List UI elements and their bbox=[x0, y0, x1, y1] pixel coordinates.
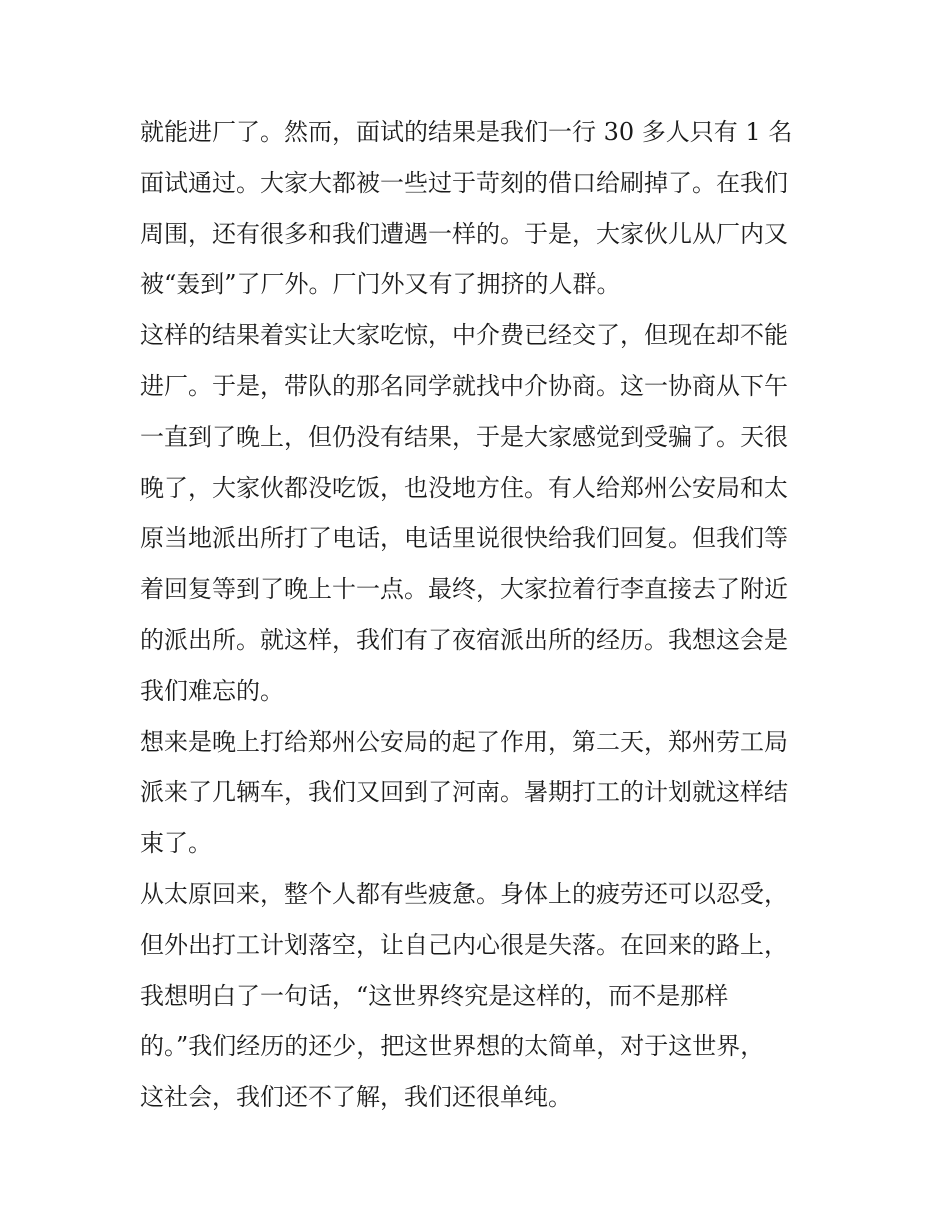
text-line: 束了。 bbox=[140, 829, 212, 858]
text-line: 被“轰到”了厂外。厂门外又有了拥挤的人群。 bbox=[140, 270, 621, 299]
body-text bbox=[140, 107, 820, 1123]
text-line: 的派出所。就这样，我们有了夜宿派出所的经历。我想这会是 bbox=[140, 625, 788, 654]
text-line: 着回复等到了晚上十一点。最终，大家拉着行李直接去了附近 bbox=[140, 575, 788, 604]
text-line: 就能进厂了。然而，面试的结果是我们一行 30 多人只有 1 名 bbox=[140, 118, 793, 146]
text-line: 我们难忘的。 bbox=[140, 676, 284, 705]
text-line: 从太原回来，整个人都有些疲惫。身体上的疲劳还可以忍受， bbox=[140, 879, 788, 908]
text-line: 这社会，我们还不了解，我们还很单纯。 bbox=[140, 1083, 572, 1112]
text-line: 周围，还有很多和我们遭遇一样的。于是，大家伙儿从厂内又 bbox=[140, 219, 788, 248]
text-line: 晚了，大家伙都没吃饭，也没地方住。有人给郑州公安局和太 bbox=[140, 473, 788, 502]
text-line: 这样的结果着实让大家吃惊，中介费已经交了，但现在却不能 bbox=[140, 321, 788, 350]
text-line: 我想明白了一句话，“这世界终究是这样的，而不是那样 bbox=[140, 981, 729, 1010]
text-line: 原当地派出所打了电话，电话里说很快给我们回复。但我们等 bbox=[140, 524, 788, 553]
text-line: 进厂。于是，带队的那名同学就找中介协商。这一协商从下午 bbox=[140, 371, 788, 400]
text-line: 面试通过。大家大都被一些过于苛刻的借口给刷掉了。在我们 bbox=[140, 168, 788, 197]
text-line: 想来是晚上打给郑州公安局的起了作用，第二天，郑州劳工局 bbox=[140, 727, 788, 756]
text-line: 的。”我们经历的还少，把这世界想的太简单，对于这世界， bbox=[140, 1032, 765, 1061]
text-line: 一直到了晚上，但仍没有结果，于是大家感觉到受骗了。天很 bbox=[140, 422, 788, 451]
text-line: 派来了几辆车，我们又回到了河南。暑期打工的计划就这样结 bbox=[140, 778, 788, 807]
text-line: 但外出打工计划落空，让自己内心很是失落。在回来的路上， bbox=[140, 930, 788, 959]
